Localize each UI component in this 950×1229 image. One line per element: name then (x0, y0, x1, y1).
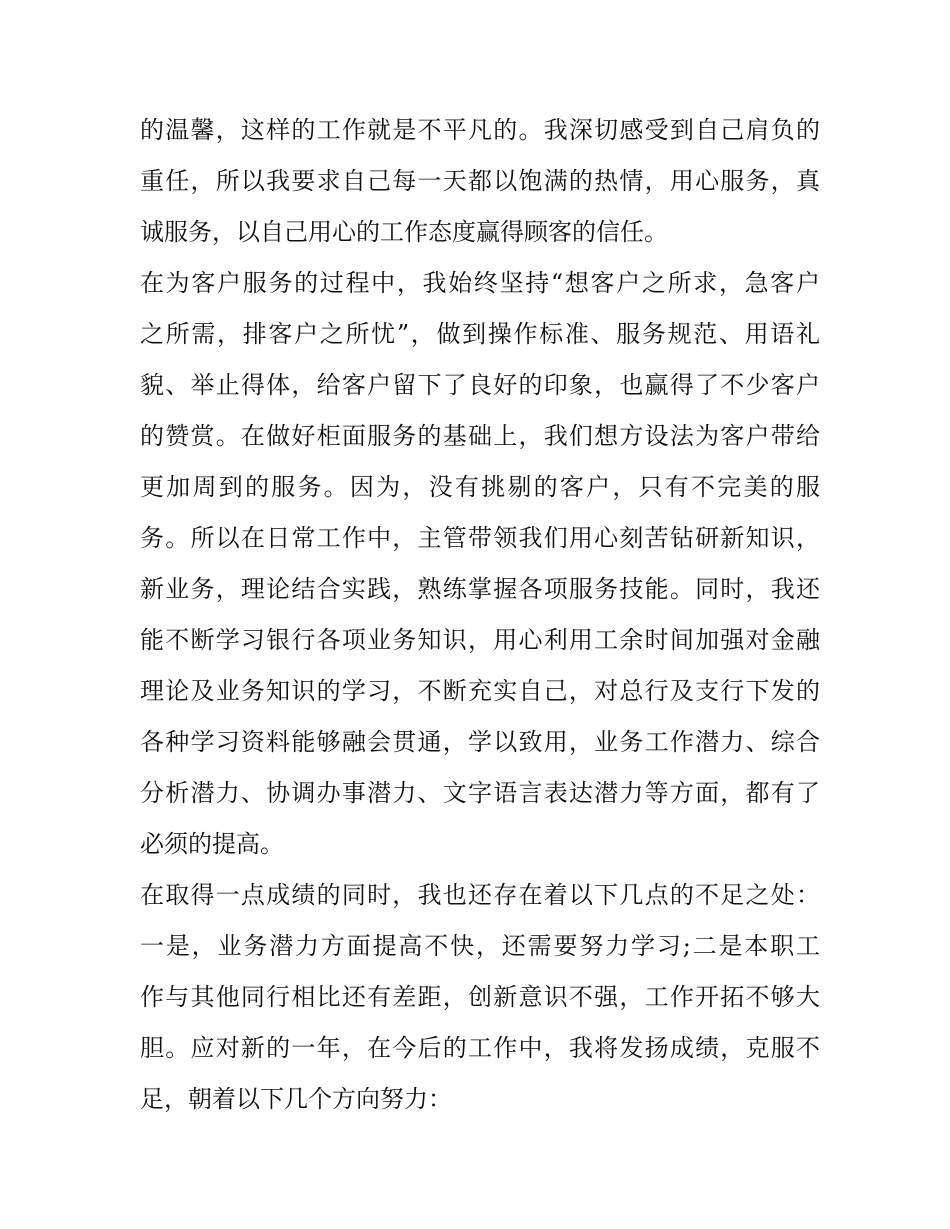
text-line: 一是，业务潜力方面提高不快，还需要努力学习;二是本职工 (140, 932, 820, 960)
text-line: 之所需，排客户之所忧”，做到操作标准、服务规范、用语礼 (140, 320, 820, 348)
text-line: 分析潜力、协调办事潜力、文字语言表达潜力等方面，都有了 (140, 779, 820, 807)
text-line: 作与其他同行相比还有差距，创新意识不强，工作开拓不够大 (140, 983, 820, 1011)
text-line: 更加周到的服务。因为，没有挑剔的客户，只有不完美的服 (140, 473, 820, 501)
text-line: 能不断学习银行各项业务知识，用心利用工余时间加强对金融 (140, 626, 820, 654)
text-line: 在为客户服务的过程中，我始终坚持“想客户之所求，急客户 (140, 269, 820, 297)
text-line: 重任，所以我要求自己每一天都以饱满的热情，用心服务，真 (140, 167, 820, 195)
text-line: 务。所以在日常工作中，主管带领我们用心刻苦钻研新知识， (140, 524, 820, 552)
text-line: 理论及业务知识的学习，不断充实自己，对总行及支行下发的 (140, 677, 820, 705)
text-line: 在取得一点成绩的同时，我也还存在着以下几点的不足之处： (140, 881, 820, 909)
text-line: 必须的提高。 (140, 830, 284, 858)
text-line: 的赞赏。在做好柜面服务的基础上，我们想方设法为客户带给 (140, 422, 820, 450)
text-line: 胆。应对新的一年，在今后的工作中，我将发扬成绩，克服不 (140, 1034, 820, 1062)
text-line: 各种学习资料能够融会贯通，学以致用，业务工作潜力、综合 (140, 728, 820, 756)
text-line: 足，朝着以下几个方向努力： (140, 1085, 452, 1113)
text-line: 新业务，理论结合实践，熟练掌握各项服务技能。同时，我还 (140, 575, 820, 603)
body-text (140, 105, 820, 1125)
text-line: 的温馨，这样的工作就是不平凡的。我深切感受到自己肩负的 (140, 116, 820, 144)
text-line: 诚服务，以自己用心的工作态度赢得顾客的信任。 (140, 218, 668, 246)
text-line: 貌、举止得体，给客户留下了良好的印象，也赢得了不少客户 (140, 371, 820, 399)
